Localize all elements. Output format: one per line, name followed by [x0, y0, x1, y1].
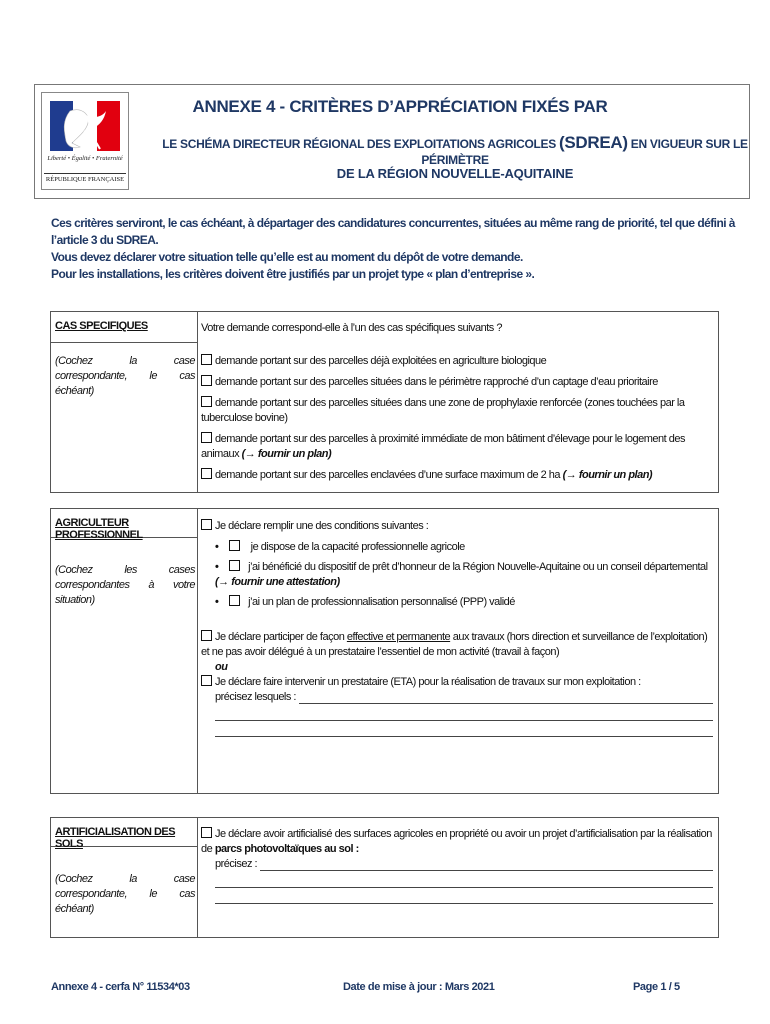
condition-capacite: • je dispose de la capacité professionnelle agricole — [215, 541, 465, 553]
cas-specifiques-label — [55, 320, 195, 399]
bullet-icon: • — [215, 596, 219, 608]
subtitle-acronym: (SDREA) — [559, 133, 628, 152]
page-subtitle-line2 — [160, 133, 750, 167]
marianne-icon — [50, 101, 120, 151]
intro-text — [51, 215, 741, 283]
footer-page-number: Page 1 / 5 — [633, 981, 680, 993]
precisez-input-line[interactable] — [215, 890, 713, 904]
checkbox[interactable] — [201, 354, 212, 365]
artificialisation-option: Je déclare avoir artificialisé des surfaces agricoles en propriété ou avoir un projet d’artificialisation par la réalisation de parcs photovoltaïques au sol : — [201, 828, 712, 855]
section-title: ARTIFICIALISATION DES SOLS — [55, 826, 176, 850]
condition-ppp: • j’ai un plan de professionnalisation personnalisé (PPP) validé — [215, 596, 515, 608]
page-title: ANNEXE 4 - CRITÈRES D’APPRÉCIATION FIXÉS PAR — [192, 97, 608, 116]
condition-pret-honneur: • j’ai bénéficié du dispositif de prêt d’honneur de la Région Nouvelle-Aquitaine ou un conseil départemental (→ fournir une attestation) — [215, 561, 708, 588]
column-divider — [197, 818, 198, 937]
option-batiment: demande portant sur des parcelles à proximité immédiate de mon bâtiment d’élevage pour le logement des animaux (→ fournir un plan) — [201, 433, 685, 460]
section-hint: (Cochez les cases correspondantes à votre situation) — [55, 564, 195, 606]
question-text: Votre demande correspond-elle à l’un des cas spécifiques suivants ? — [201, 322, 502, 334]
precisez-row — [201, 857, 713, 872]
prestataire-option: Je déclare faire intervenir un prestataire (ETA) pour la réalisation de travaux sur mon exploitation : — [201, 675, 713, 690]
column-divider — [197, 312, 198, 492]
agriculteur-section — [50, 508, 719, 794]
footer-update-date: Date de mise à jour : Mars 2021 — [343, 981, 495, 993]
logo-motto: Liberté • Égalité • Fraternité — [47, 155, 123, 162]
precisez-input-line[interactable] — [215, 874, 713, 888]
bullet-icon: • — [215, 541, 219, 553]
subtitle-part-c: EN VIGUEUR SUR LE PÉRIMÈTRE — [421, 137, 748, 167]
note: (→ fournir un plan) — [241, 448, 332, 460]
agriculteur-content — [201, 519, 713, 737]
precisez-label: précisez lesquels : — [215, 691, 296, 703]
checkbox[interactable] — [201, 432, 212, 443]
artificialisation-section — [50, 817, 719, 938]
checkbox[interactable] — [201, 396, 212, 407]
checkbox[interactable] — [229, 540, 240, 551]
precisez-input-line[interactable] — [215, 723, 713, 737]
checkbox[interactable] — [229, 595, 240, 606]
intro-paragraph-2: Vous devez déclarer votre situation telle qu’elle est au moment du dépôt de votre demande. — [51, 250, 523, 264]
checkbox[interactable] — [201, 468, 212, 479]
intro-paragraph-1: Ces critères serviront, le cas échéant, à départager des candidatures concurrentes, situées au même rang de priorité, tel que défini à l’article 3 du SDREA. — [51, 216, 735, 247]
checkbox[interactable] — [201, 630, 212, 641]
cas-specifiques-content — [201, 321, 713, 489]
agriculteur-label — [55, 517, 195, 608]
section-hint: (Cochez la case correspondante, le cas échéant) — [55, 355, 195, 397]
artificialisation-label — [55, 826, 195, 917]
option-prophylaxie: demande portant sur des parcelles situées dans une zone de prophylaxie renforcée (zones touchées par la tuberculose bovine) — [201, 397, 685, 424]
option-bio: demande portant sur des parcelles déjà exploitées en agriculture biologique — [201, 354, 713, 369]
section-hint: (Cochez la case correspondante, le cas échéant) — [55, 873, 195, 915]
note: (→ fournir une attestation) — [215, 576, 340, 588]
checkbox[interactable] — [201, 375, 212, 386]
intro-paragraph-3: Pour les installations, les critères doivent être justifiés par un projet type « plan d’entreprise ». — [51, 267, 535, 281]
participation-option: Je déclare participer de façon effective et permanente aux travaux (hors direction et surveillance de l’exploitation) et ne pas avoir délégué à un prestataire l’essentiel de mon activité (travail à façon) — [201, 631, 708, 658]
cas-specifiques-section — [50, 311, 719, 493]
checkbox[interactable] — [201, 519, 212, 530]
logo-country: RÉPUBLIQUE FRANÇAISE — [44, 173, 126, 183]
precisez-row — [201, 690, 713, 705]
ou-separator: ou — [215, 661, 228, 673]
option-enclavees: demande portant sur des parcelles enclavées d’une surface maximum de 2 ha (→ fournir un plan) — [201, 468, 713, 483]
page-subtitle-line3: DE LA RÉGION NOUVELLE-AQUITAINE — [336, 166, 574, 181]
artificialisation-content — [201, 827, 713, 904]
column-divider — [197, 509, 198, 793]
section-title: CAS SPECIFIQUES — [55, 320, 148, 332]
precisez-input-line[interactable] — [260, 857, 713, 871]
footer-form-ref: Annexe 4 - cerfa N° 11534*03 — [51, 981, 190, 993]
checkbox[interactable] — [201, 675, 212, 686]
note: (→ fournir un plan) — [562, 469, 653, 481]
precisez-label: précisez : — [215, 858, 258, 870]
option-captage: demande portant sur des parcelles situées dans le périmètre rapproché d’un captage d’eau prioritaire — [201, 375, 713, 390]
precisez-input-line[interactable] — [299, 690, 713, 704]
precisez-input-line[interactable] — [215, 707, 713, 721]
bullet-icon: • — [215, 561, 219, 573]
republique-francaise-logo — [41, 92, 129, 190]
checkbox[interactable] — [201, 827, 212, 838]
conditions-label: Je déclare remplir une des conditions suivantes : — [201, 519, 713, 534]
subtitle-part-a: LE SCHÉMA DIRECTEUR RÉGIONAL DES EXPLOITATIONS AGRICOLES — [162, 137, 556, 151]
checkbox[interactable] — [229, 560, 240, 571]
section-title: AGRICULTEUR PROFESSIONNEL — [55, 517, 143, 541]
